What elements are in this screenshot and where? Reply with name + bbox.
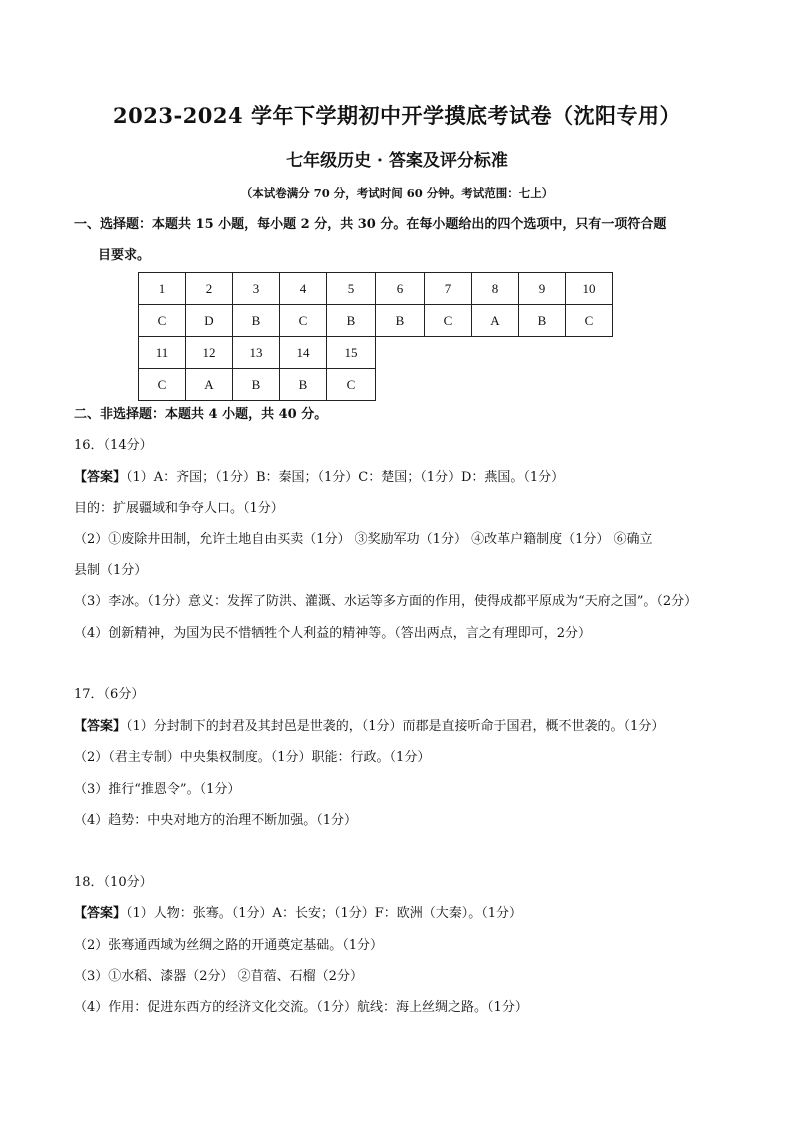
table-cell: 4 — [280, 273, 327, 305]
table-cell: C — [280, 305, 327, 337]
table-cell: 12 — [186, 337, 233, 369]
q18-answer-4: （4）作用：促进东西方的经济文化交流。（1分）航线：海上丝绸之路。（1分） — [74, 1000, 528, 1015]
q16-answer-1 — [74, 469, 564, 487]
answer-tag: 【答案】 — [74, 906, 127, 921]
q18-answer-1 — [74, 905, 522, 923]
table-cell: C — [566, 305, 613, 337]
answer-tag: 【答案】 — [74, 719, 127, 734]
q18-heading: 18．（10分） — [74, 875, 153, 890]
q16-answer-5: （3）李冰。（1分）意义：发挥了防洪、灌溉、水运等多方面的作用，使得成都平原成为“天府之国”。（2分） — [74, 594, 698, 609]
page-title: 2023-2024 学年下学期初中开学摸底考试卷（沈阳专用） — [113, 103, 681, 128]
table-cell: 9 — [519, 273, 566, 305]
table-cell: 8 — [472, 273, 519, 305]
table-cell: C — [139, 369, 186, 401]
page-subtitle: 七年级历史 · 答案及评分标准 — [286, 151, 508, 171]
q16-heading: 16．（14分） — [74, 438, 153, 453]
answer-table-row1 — [138, 272, 613, 337]
answer-text: （1）分封制下的封君及其封邑是世袭的，（1分）而郡是直接听命于国君，概不世袭的。（1分） — [126, 719, 665, 734]
table-cell: B — [233, 369, 280, 401]
table-cell: B — [519, 305, 566, 337]
answer-text: （1）人物：张骞。（1分）A：长安；（1分）F：欧洲（大秦）。（1分） — [126, 906, 523, 921]
table-cell: A — [472, 305, 519, 337]
q16-answer-4: 县制（1分） — [74, 563, 148, 578]
q17-answer-4: （4）趋势：中央对地方的治理不断加强。（1分） — [74, 813, 358, 828]
table-cell: B — [327, 305, 376, 337]
q16-answer-6: （4）创新精神，为国为民不惜牺牲个人利益的精神等。（答出两点，言之有理即可，2分） — [74, 626, 592, 641]
q16-answer-3: （2）①废除井田制，允许土地自由买卖（1分） ③奖励军功（1分） ④改革户籍制度（1分） ⑥确立 — [74, 532, 653, 547]
q17-answer-1 — [74, 718, 664, 736]
table-cell: C — [139, 305, 186, 337]
table-cell: 10 — [566, 273, 613, 305]
table-cell: B — [280, 369, 327, 401]
table-row — [139, 369, 376, 401]
table-cell: D — [186, 305, 233, 337]
answer-table-row2 — [138, 336, 376, 401]
q18-answer-3: （3）①水稻、漆器（2分） ②苜蓿、石榴（2分） — [74, 969, 363, 984]
table-cell: 7 — [425, 273, 472, 305]
table-row — [139, 305, 613, 337]
section1-instructions: 一、选择题：本题共 15 小题，每小题 2 分，共 30 分。在每小题给出的四个选项中，只有一项符合题 — [74, 217, 667, 232]
table-row — [139, 273, 613, 305]
table-cell: B — [376, 305, 425, 337]
exam-note: （本试卷满分 70 分，考试时间 60 分钟。考试范围：七上） — [240, 186, 554, 200]
table-row — [139, 337, 376, 369]
section1-instructions-cont: 目要求。 — [98, 248, 151, 263]
table-cell: C — [425, 305, 472, 337]
table-cell: 11 — [139, 337, 186, 369]
q17-answer-3: （3）推行“推恩令”。（1分） — [74, 782, 241, 797]
table-cell: 13 — [233, 337, 280, 369]
section2-heading: 二、非选择题：本题共 4 小题，共 40 分。 — [74, 407, 328, 422]
answer-text: （1）A：齐国；（1分）B：秦国；（1分）C：楚国；（1分）D：燕国。（1分） — [126, 470, 565, 485]
table-cell: 6 — [376, 273, 425, 305]
q17-heading: 17．（6分） — [74, 687, 145, 702]
table-cell: 3 — [233, 273, 280, 305]
table-cell: A — [186, 369, 233, 401]
table-cell: C — [327, 369, 376, 401]
table-cell: 15 — [327, 337, 376, 369]
table-cell: 2 — [186, 273, 233, 305]
q18-answer-2: （2）张骞通西域为丝绸之路的开通奠定基础。（1分） — [74, 938, 384, 953]
table-cell: 5 — [327, 273, 376, 305]
q17-answer-2: （2）（君主专制）中央集权制度。（1分）职能：行政。（1分） — [74, 750, 431, 765]
answer-tag: 【答案】 — [74, 470, 127, 485]
table-cell: 1 — [139, 273, 186, 305]
table-cell: 14 — [280, 337, 327, 369]
q16-answer-2: 目的：扩展疆域和争夺人口。（1分） — [74, 501, 284, 516]
table-cell: B — [233, 305, 280, 337]
